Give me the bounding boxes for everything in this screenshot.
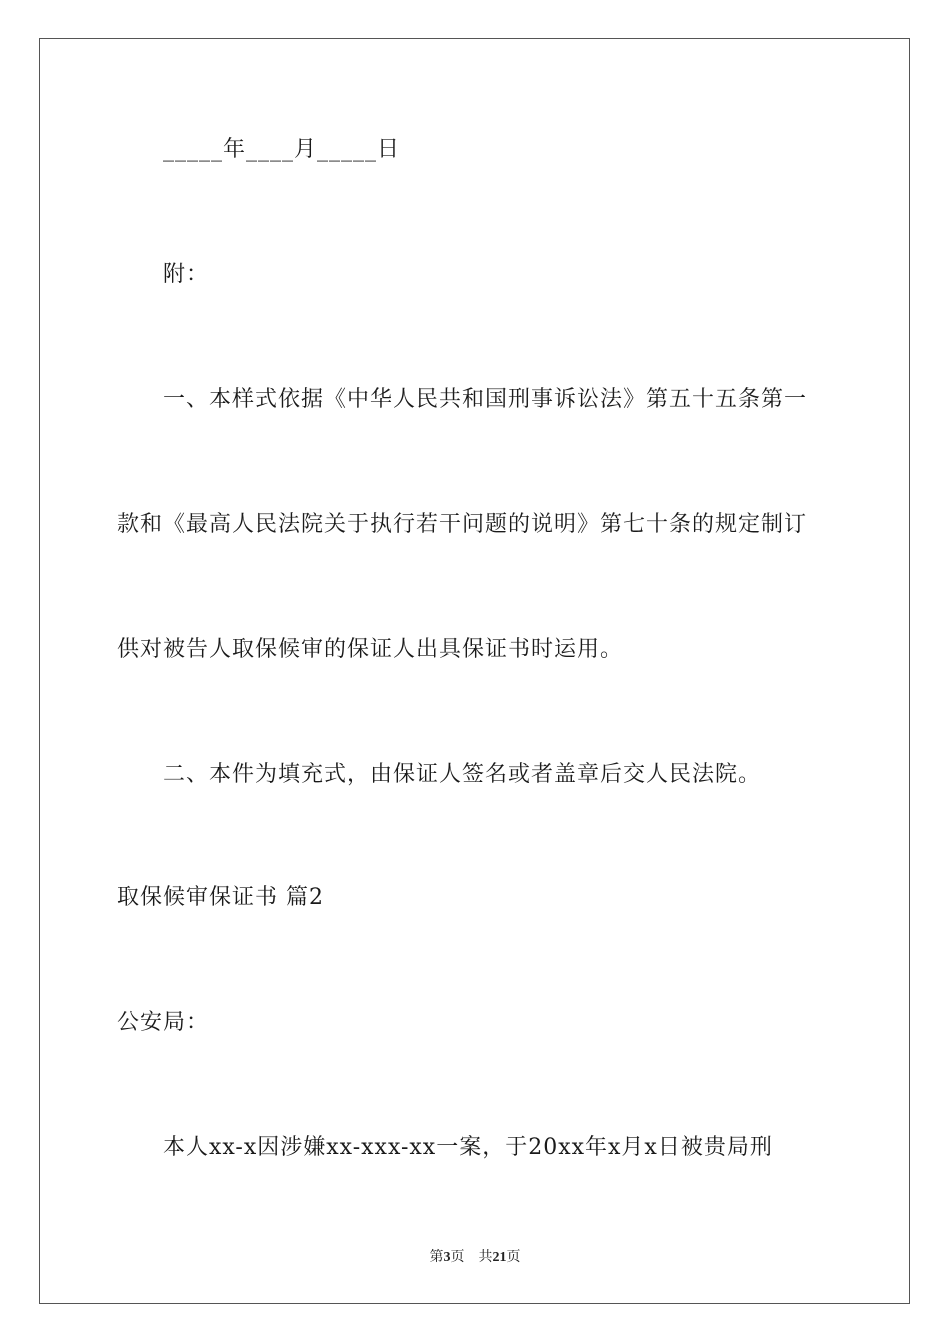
note-two-line: 二、本件为填充式，由保证人签名或者盖章后交人民法院。	[163, 762, 762, 787]
page-border	[39, 38, 910, 1304]
footer-page-suffix: 页	[450, 1250, 465, 1265]
addressee-line: 公安局：	[117, 1010, 210, 1035]
note-one-line-3: 供对被告人取保候审的保证人出具保证书时运用。	[117, 637, 624, 662]
date-line: _____年____月_____日	[163, 137, 401, 162]
footer-total-pages: 21	[492, 1250, 507, 1265]
body-paragraph-line: 本人xx-x因涉嫌xx-xxx-xx一案，于20xx年x月x日被贵局刑	[163, 1135, 773, 1160]
appendix-heading: 附：	[163, 262, 210, 287]
footer-page-prefix: 第	[429, 1250, 444, 1265]
footer-total-prefix: 共	[478, 1250, 493, 1265]
footer-page-number: 3	[443, 1250, 451, 1265]
page-footer	[0, 1246, 950, 1266]
note-one-line-1: 一、本样式依据《中华人民共和国刑事诉讼法》第五十五条第一	[163, 387, 808, 412]
footer-total-suffix: 页	[506, 1250, 521, 1265]
note-one-line-2: 款和《最高人民法院关于执行若干问题的说明》第七十条的规定制订	[117, 512, 808, 537]
section-title: 取保候审保证书 篇2	[117, 885, 324, 910]
